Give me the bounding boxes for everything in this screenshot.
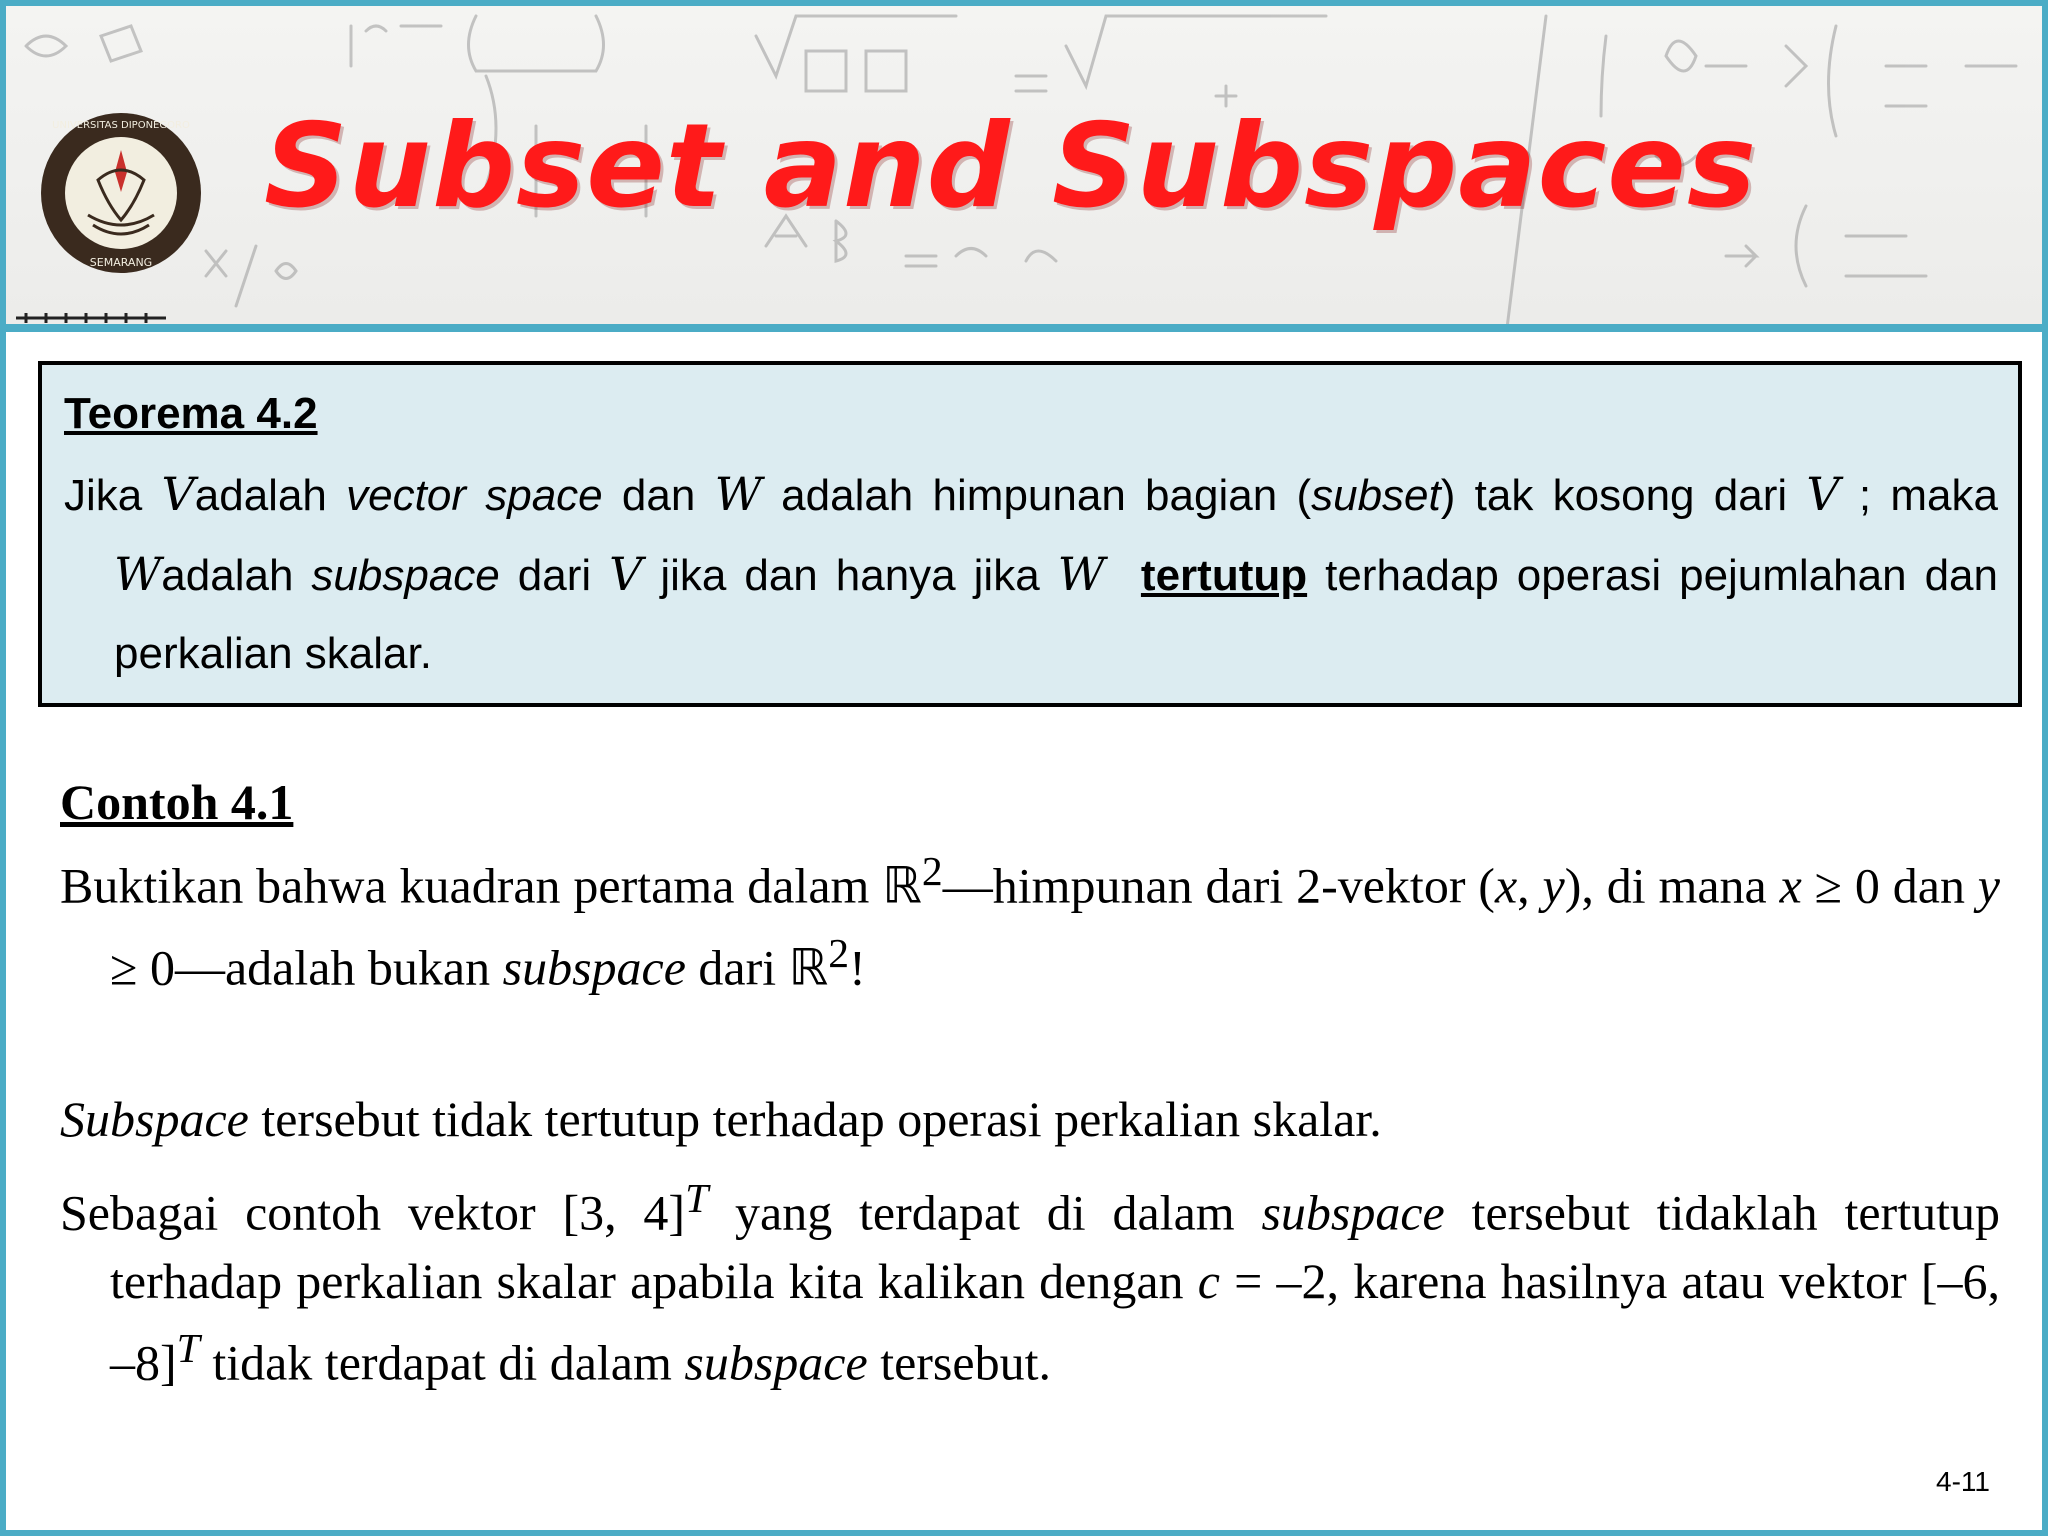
- page-number: 4-11: [1936, 1466, 1990, 1497]
- theorem-term-vector-space: vector space: [346, 471, 603, 520]
- variable-y: y: [1542, 857, 1565, 914]
- theorem-text: dan: [602, 471, 715, 520]
- theorem-text: ; maka: [1839, 471, 1998, 520]
- example-text: ≥ 0—adalah bukan: [110, 939, 503, 996]
- example-text: !: [849, 939, 866, 996]
- example-text: tidak terdapat di dalam: [199, 1334, 685, 1391]
- variable-y: y: [1977, 857, 2000, 914]
- example-text: ,: [1517, 857, 1543, 914]
- example-claim: [60, 1085, 2000, 1153]
- superscript-transpose: T: [176, 1325, 200, 1372]
- symbol-real-numbers: ℝ: [788, 939, 829, 996]
- example-text: dari: [685, 939, 789, 996]
- superscript: 2: [828, 930, 850, 977]
- theorem-box: [38, 361, 2022, 707]
- example-term-subspace: Subspace: [60, 1091, 249, 1148]
- university-logo-icon: [38, 110, 204, 276]
- theorem-text: Jika: [64, 471, 162, 520]
- theorem-text: dari: [499, 551, 610, 600]
- header-banner: [6, 6, 2042, 332]
- example-text: yang terdapat di dalam: [708, 1184, 1262, 1241]
- example-problem: [60, 838, 2000, 1001]
- example-text: —himpunan dari 2-vektor (: [942, 857, 1495, 914]
- superscript: 2: [921, 849, 943, 895]
- theorem-text: adalah: [161, 551, 312, 600]
- theorem-text: adalah: [194, 471, 347, 520]
- example-text: ), di mana: [1564, 857, 1780, 914]
- example-text: tersebut tidaklah tertutup terhadap perkalian skalar apabila kita kalikan dengan: [110, 1184, 2000, 1309]
- example-text: Sebagai contoh vektor [3, 4]: [60, 1184, 686, 1241]
- logo-text-bottom: SEMARANG: [89, 256, 153, 269]
- symbol-v: V: [1806, 467, 1840, 521]
- variable-c: c: [1197, 1252, 1220, 1309]
- symbol-w: W: [114, 547, 162, 601]
- slide-title: Subset and Subspaces: [264, 99, 1757, 234]
- example-term-subspace: subspace: [684, 1334, 868, 1391]
- theorem-text: adalah himpunan bagian (: [761, 471, 1312, 520]
- theorem-text: terhadap operasi pejumlahan dan perkalian skalar.: [114, 551, 1998, 678]
- example-title: Contoh 4.1: [60, 774, 294, 830]
- variable-x: x: [1494, 857, 1518, 914]
- example-text: Buktikan bahwa kuadran pertama dalam: [60, 857, 883, 914]
- example-term-subspace: subspace: [1261, 1184, 1445, 1241]
- example-term-subspace: subspace: [502, 939, 686, 996]
- theorem-title: Teorema 4.2: [64, 389, 318, 438]
- theorem-statement: [64, 455, 1998, 693]
- superscript-transpose: T: [685, 1176, 709, 1223]
- example-text: tersebut.: [867, 1334, 1051, 1391]
- example-text: = –2, karena hasilnya atau vektor [–6, –8]: [110, 1252, 2001, 1391]
- theorem-text: ) tak kosong dari: [1440, 471, 1807, 520]
- variable-x: x: [1779, 857, 1802, 914]
- logo-text-top: UNIVERSITAS DIPONEGORO: [52, 120, 190, 131]
- example-explanation: [60, 1165, 2000, 1396]
- example-text: ≥ 0 dan: [1801, 857, 1978, 914]
- theorem-term-subspace: subspace: [311, 551, 500, 600]
- theorem-term-subset: subset: [1311, 471, 1441, 520]
- example-text: tersebut tidak tertutup terhadap operasi perkalian skalar.: [248, 1091, 1382, 1148]
- example-section: [60, 766, 2000, 1397]
- symbol-w: W: [714, 467, 762, 521]
- symbol-v: V: [161, 467, 195, 521]
- theorem-text: jika dan hanya jika: [642, 551, 1058, 600]
- theorem-term-tertutup: tertutup: [1140, 551, 1308, 600]
- symbol-real-numbers: ℝ: [882, 857, 922, 914]
- symbol-v: V: [609, 547, 643, 601]
- symbol-w: W: [1057, 547, 1105, 601]
